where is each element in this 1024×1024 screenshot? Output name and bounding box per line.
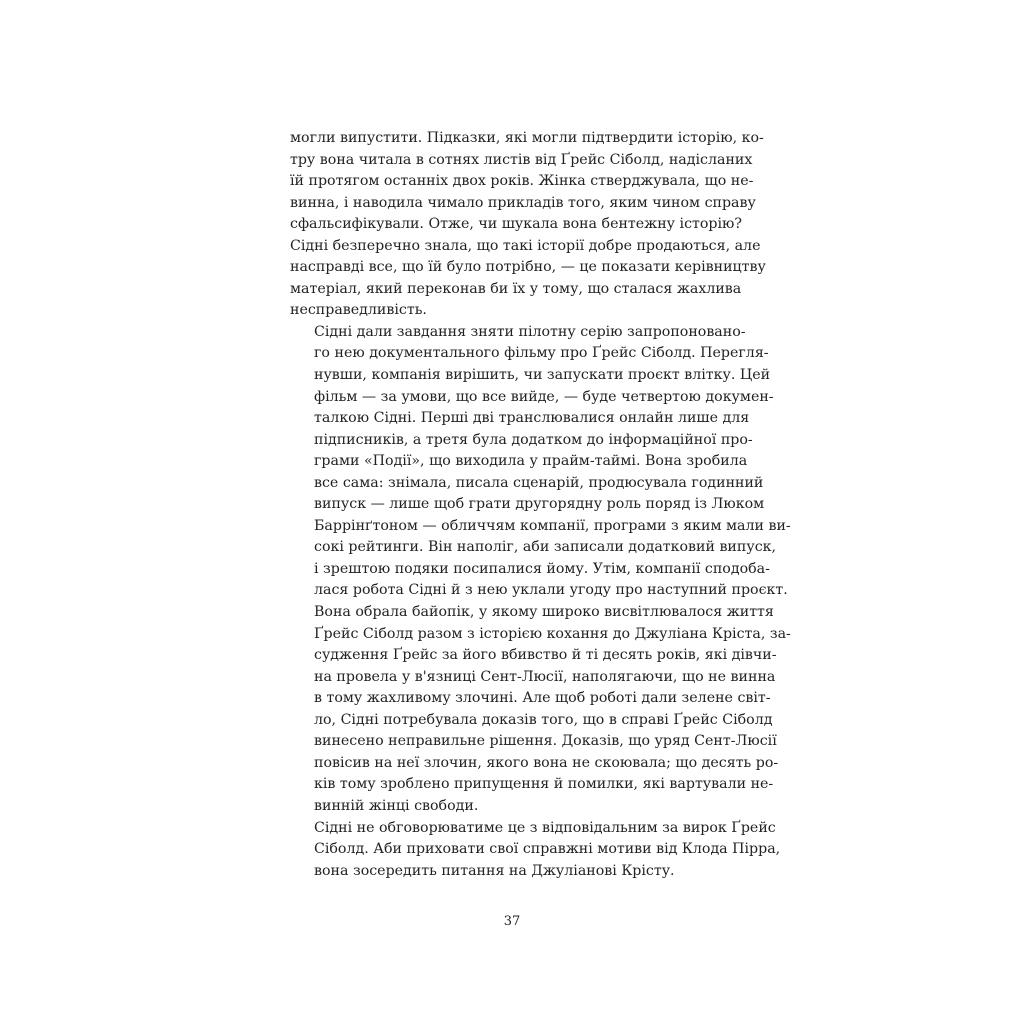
text-line: грами «Події», що виходила у прайм-таймі. Вона зробила: [314, 453, 748, 470]
paragraph: [290, 128, 766, 322]
text-line: Сідні дали завдання зняти пілотну серію запропоновано-: [314, 323, 746, 340]
text-line: вона зосередить питання на Джуліанові Крісту.: [314, 862, 675, 879]
text-line: і зрештою подяки посипалися йому. Утім, компанії сподоба-: [314, 560, 770, 577]
text-line: Вона обрала байопік, у якому широко висвітлювалося життя: [314, 604, 774, 621]
text-line: фільм — за умови, що все вийде, — буде четвертою докумен-: [314, 388, 774, 405]
text-line: талкою Сідні. Перші дві транслювалися онлайн лише для: [314, 410, 750, 427]
text-line: винесено неправильне рішення. Доказів, що уряд Сент-Люсії: [314, 733, 777, 750]
page-body: [290, 128, 791, 882]
text-line: судження Ґрейс за його вбивство й ті десять років, які дівчи-: [314, 647, 777, 664]
text-line: ло, Сідні потребувала доказів того, що в справі Ґрейс Сіболд: [314, 711, 773, 728]
text-line: повісив на неї злочин, якого вона не скоювала; що десять ро-: [314, 754, 779, 771]
text-column: [290, 128, 791, 882]
text-line: винна, і наводила чимало прикладів того, яким чином справу: [290, 194, 756, 211]
paragraph: [290, 322, 791, 818]
text-line: підписників, а третя була додатком до інформаційної про-: [314, 431, 753, 448]
text-line: матеріал, який переконав би їх у тому, що сталася жахлива: [290, 280, 742, 297]
text-line: їй протягом останніх двох років. Жінка стверджувала, що не-: [290, 173, 754, 190]
text-line: несправедливість.: [290, 302, 427, 319]
text-line: го нею документального фільму про Ґрейс Сіболд. Перегля-: [314, 345, 769, 362]
paragraph: [290, 818, 781, 883]
text-line: все сама: знімала, писала сценарій, продюсувала годинний: [314, 474, 764, 491]
text-line: тру вона читала в сотнях листів від Ґрейс Сіболд, надісланих: [290, 151, 753, 168]
text-line: Ґрейс Сіболд разом з історією кохання до Джуліана Кріста, за-: [314, 625, 791, 642]
page-number: 37: [503, 914, 521, 929]
text-line: Сідні безперечно знала, що такі історії добре продаються, але: [290, 237, 761, 254]
text-line: лася робота Сідні й з нею уклали угоду про наступний проєкт.: [314, 582, 788, 599]
text-line: могли випустити. Підказки, які могли підтвердити історію, ко-: [290, 130, 764, 146]
text-line: винній жінці свободи.: [314, 797, 479, 814]
text-line: сфальсифікували. Отже, чи шукала вона бентежну історію?: [290, 216, 742, 233]
text-line: насправді все, що їй було потрібно, — це показати керівництву: [290, 259, 766, 276]
text-line: Сідні не обговорюватиме це з відповідальним за вирок Ґрейс: [314, 819, 776, 836]
text-line: ків тому зроблено припущення й помилки, які вартували не-: [314, 776, 774, 793]
text-line: на провела у в'язниці Сент-Люсії, наполягаючи, що не винна: [314, 668, 776, 685]
text-line: нувши, компанія вирішить, чи запускати проєкт влітку. Цей: [314, 367, 771, 384]
text-line: сокі рейтинги. Він наполіг, аби записали додатковий випуск,: [314, 539, 777, 556]
text-line: в тому жахливому злочині. Але щоб роботі дали зелене світ-: [314, 690, 771, 707]
text-line: випуск — лише щоб грати другорядну роль поряд із Люком: [314, 496, 765, 513]
text-line: Сіболд. Аби приховати свої справжні мотиви від Клода Пірра,: [314, 841, 781, 858]
text-line: Баррінґтоном — обличчям компанії, програми з яким мали ви-: [314, 517, 791, 534]
